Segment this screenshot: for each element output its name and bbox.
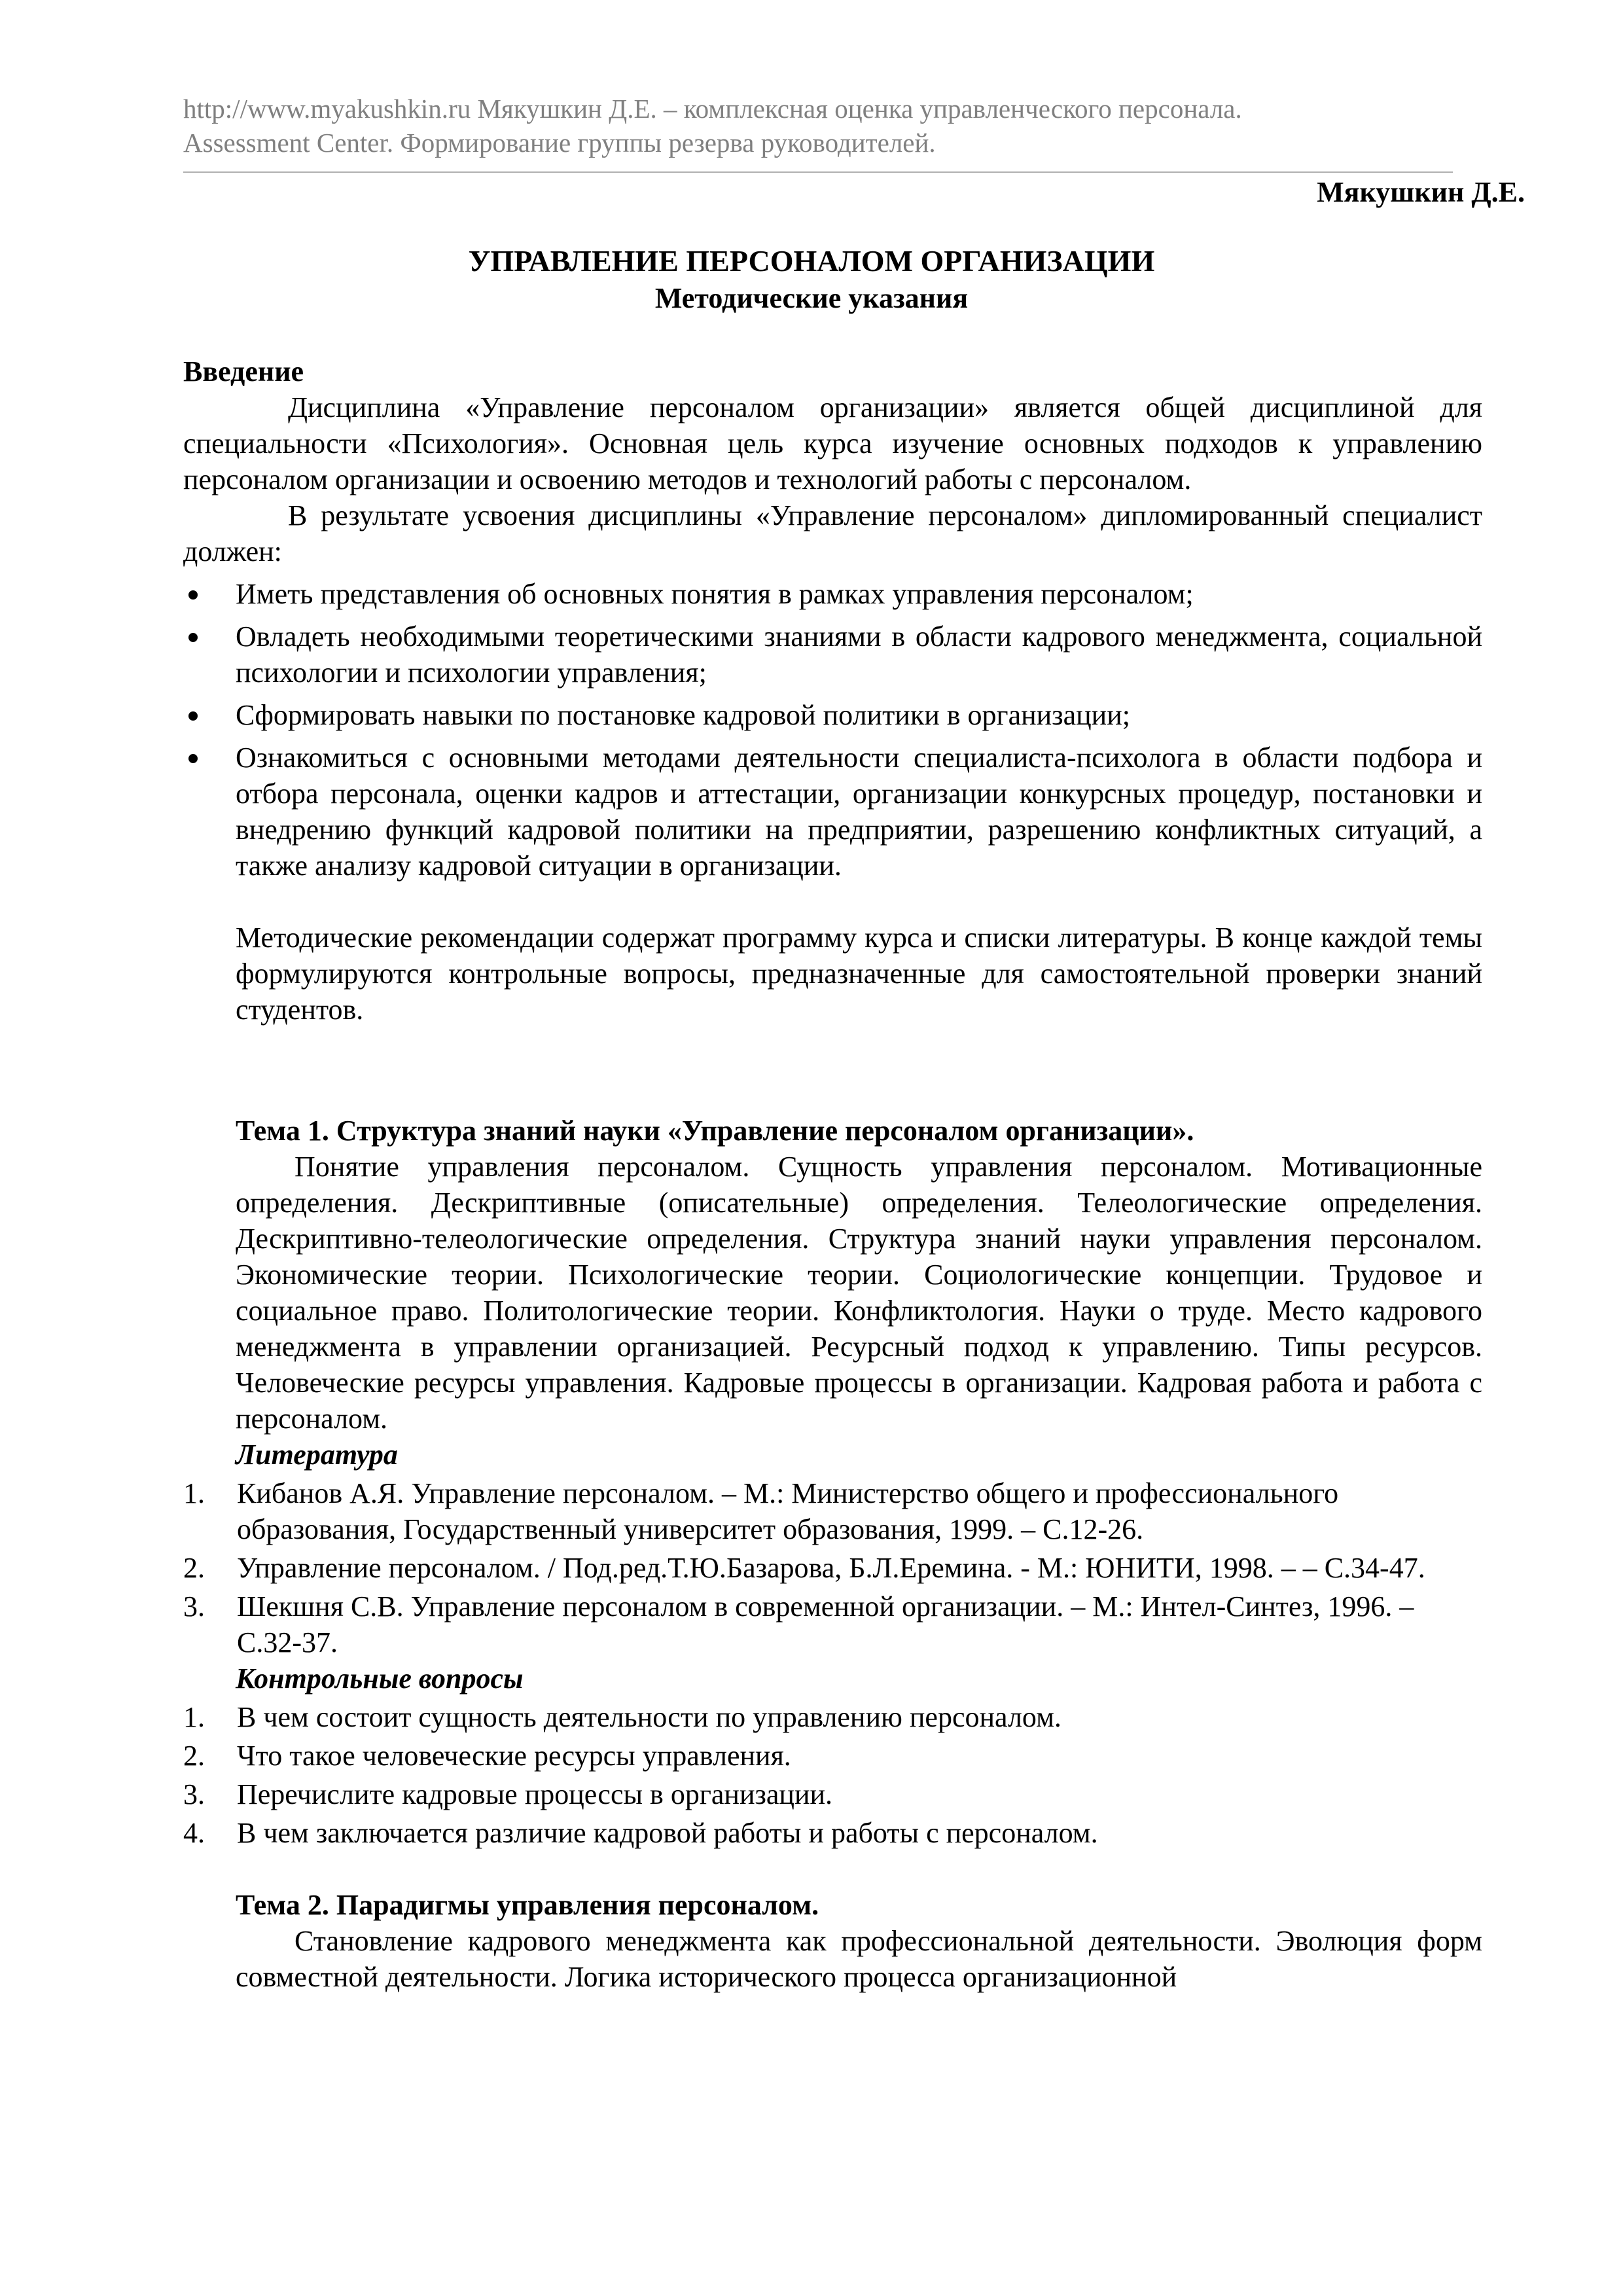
question-item: 3. Перечислите кадровые процессы в организации. bbox=[183, 1778, 833, 1810]
topic-1-section bbox=[183, 1113, 1482, 1473]
intro-paragraph-3: Методические рекомендации содержат программу курса и списки литературы. В конце каждой темы формулируются контрольные вопросы, предназначенные для самостоятельной проверки знаний студентов. bbox=[236, 922, 1482, 1026]
bullet-icon bbox=[188, 711, 198, 721]
page-header bbox=[183, 92, 1453, 160]
literature-item: 3. Шекшня С.В. Управление персоналом в современной организации. – М.: Интел-Синтез, 1996. – С.32-37. bbox=[183, 1590, 1414, 1659]
header-line-1: http://www.myakushkin.ru Мякушкин Д.Е. – комплексная оценка управленческого персонала. bbox=[183, 94, 1242, 124]
bullet-item: Иметь представления об основных понятия в рамках управления персоналом; bbox=[183, 576, 1482, 612]
question-item: 1. В чем состоит сущность деятельности по управлению персоналом. bbox=[183, 1701, 1061, 1733]
bullet-icon bbox=[188, 633, 198, 642]
literature-item: 1. Кибанов А.Я. Управление персоналом. – М.: Министерство общего и профессионального образования, Государственный университет образования, 1999. – С.12-26. bbox=[183, 1477, 1339, 1545]
question-item: 2. Что такое человеческие ресурсы управления. bbox=[183, 1740, 791, 1772]
document-subtitle: Методические указания bbox=[654, 282, 969, 314]
bullet-item: Овладеть необходимыми теоретическими знаниями в области кадрового менеджмента, социальной психологии и психологии управления; bbox=[183, 619, 1482, 691]
topic-2-heading: Тема 2. Парадигмы управления персоналом. bbox=[236, 1889, 819, 1921]
bullet-icon bbox=[188, 590, 198, 600]
literature-item: 2. Управление персоналом. / Под.ред.Т.Ю.Базарова, Б.Л.Еремина. - М.: ЮНИТИ, 1998. – – С.34-47. bbox=[183, 1552, 1425, 1584]
document-title: УПРАВЛЕНИЕ ПЕРСОНАЛОМ ОРГАНИЗАЦИИ bbox=[468, 244, 1155, 278]
intro-paragraph-1: Дисциплина «Управление персоналом организации» является общей дисциплиной для специальности «Психология». Основная цель курса изучение основных подходов к управлению персоналом организации и освоению методов и технологий работы с персоналом. bbox=[183, 391, 1482, 495]
author-name: Мякушкин Д.Е. bbox=[1317, 176, 1525, 208]
topic-1-heading: Тема 1. Структура знаний науки «Управление персоналом организации». bbox=[236, 1115, 1194, 1147]
header-divider bbox=[183, 171, 1453, 173]
bullet-item: Сформировать навыки по постановке кадровой политики в организации; bbox=[183, 697, 1482, 733]
question-item: 4. В чем заключается различие кадровой работы и работы с персоналом. bbox=[183, 1817, 1098, 1849]
topic-2-body: Становление кадрового менеджмента как профессиональной деятельности. Эволюция форм совместной деятельности. Логика исторического процесса организационной bbox=[236, 1925, 1482, 1993]
questions-list bbox=[183, 1699, 1482, 1851]
literature-list bbox=[183, 1475, 1482, 1660]
topic-1-body: Понятие управления персоналом. Сущность управления персоналом. Мотивационные определения. Дескриптивные (описательные) определения. Телеологические определения. Дескриптивно-телеологические определения. Структура знаний науки управления персоналом. Экономические теории. Психологические теории. Социологические концепции. Трудовое и социальное право. Политологические теории. Конфликтология. Науки о труде. Место кадрового менеджмента в управлении организацией. Ресурсный подход к управлению. Типы ресурсов. Человеческие ресурсы управления. Кадровые процессы в организации. Кадровая работа и работа с персоналом. bbox=[236, 1151, 1482, 1435]
intro-heading: Введение bbox=[183, 355, 304, 387]
bullet-icon bbox=[188, 754, 198, 763]
questions-heading: Контрольные вопросы bbox=[236, 1662, 524, 1695]
document-body bbox=[183, 353, 1482, 1995]
intro-paragraph-2: В результате усвоения дисциплины «Управление персоналом» дипломированный специалист должен: bbox=[183, 499, 1482, 567]
literature-heading: Литература bbox=[236, 1439, 398, 1471]
header-line-2: Assessment Center. Формирование группы резерва руководителей. bbox=[183, 128, 936, 158]
topic-2-section bbox=[183, 1887, 1482, 1995]
bullet-item: Ознакомиться с основными методами деятельности специалиста-психолога в области подбора и отбора персонала, оценки кадров и аттестации, организации конкурсных процедур, постановки и внедрению функций кадровой политики на предприятии, разрешению конфликтных ситуаций, а также анализу кадровой ситуации в организации. bbox=[183, 740, 1482, 884]
intro-bullet-list bbox=[183, 576, 1482, 884]
